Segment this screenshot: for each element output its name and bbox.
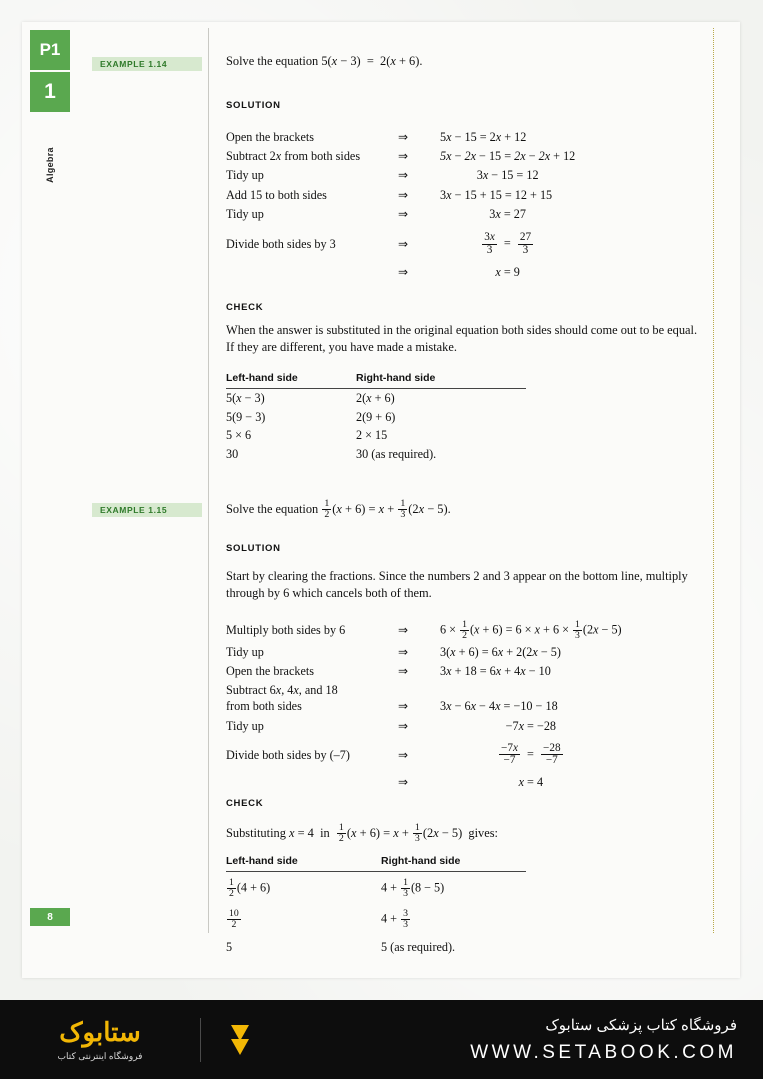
step-label: Open the brackets	[226, 664, 314, 679]
table-row	[226, 426, 526, 444]
step-math: 5x − 2x − 15 = 2x − 2x + 12	[440, 148, 576, 163]
step-row	[226, 258, 575, 282]
footer-persian-text: فروشگاه کتاب پزشکی ستابوک	[545, 1016, 737, 1034]
table-header-row	[226, 370, 526, 388]
step-math: 6 × $\frac{1}{2}$ (x + 6) = 6 × x + 6 × $\frac{1}{3}$ (2x − 5)	[440, 618, 622, 641]
prompt-math-1-14: 5(x − 3) = 2(x + 6).	[321, 54, 423, 68]
step-label	[226, 258, 398, 282]
step-label: Divide both sides by 3	[226, 237, 336, 252]
step-arrow: ⇒	[398, 265, 409, 280]
step-row	[226, 185, 575, 204]
step-label: Tidy up	[226, 718, 264, 733]
step-row	[226, 127, 575, 146]
column-header-left: Left-hand side	[226, 855, 298, 867]
step-row	[226, 736, 622, 769]
step-arrow: ⇒	[398, 645, 409, 659]
step-label: Divide both sides by (–7)	[226, 747, 350, 762]
cell-left: $\frac{1}{2}$ (4 + 6)	[229, 877, 271, 900]
steps-table-1-15	[226, 618, 622, 792]
step-row	[226, 681, 622, 716]
step-row	[226, 716, 622, 735]
step-arrow: ⇒	[398, 664, 409, 679]
solution-heading-1-14: SOLUTION	[226, 100, 281, 111]
cell-left: 5(x − 3)	[226, 391, 265, 406]
step-label: Open the brackets	[226, 129, 314, 144]
step-label: Tidy up	[226, 207, 264, 222]
step-math: $\frac{3x}{3}$ = $\frac{27}{3}$	[484, 231, 532, 257]
column-header-right: Right-hand side	[356, 372, 436, 384]
step-math: 3(x + 6) = 6x + 2(2x − 5)	[440, 645, 561, 659]
prompt-math-1-15: $\frac{1}{2}$ (x + 6) = x + $\frac{1}{3}$ (2x − 5).	[324, 498, 451, 521]
steps-table-1-14	[226, 127, 575, 282]
subject-label: Algebra	[45, 147, 55, 183]
step-arrow: ⇒	[398, 187, 409, 202]
cell-right: 30 (as required).	[356, 446, 437, 461]
cell-left: 30	[226, 446, 239, 461]
step-math: 5x − 15 = 2x + 12	[440, 129, 527, 144]
footer-website-url[interactable]: WWW.SETABOOK.COM	[470, 1041, 737, 1063]
cell-left: 5(9 − 3)	[226, 409, 266, 424]
step-arrow: ⇒	[398, 747, 409, 762]
step-row	[226, 146, 575, 165]
cell-right: 2(9 + 6)	[356, 409, 396, 424]
solution-heading-1-15: SOLUTION	[226, 543, 281, 554]
cell-right: 2(x + 6)	[356, 391, 395, 406]
paper-code-badge: P1	[30, 30, 70, 70]
brand-logo-text: ستابوک	[59, 1017, 141, 1047]
step-row	[226, 769, 622, 792]
chapter-number-badge: 1	[30, 72, 70, 112]
table-header-row	[226, 853, 526, 871]
prompt-text-1-14: Solve the equation	[226, 54, 322, 68]
cell-left: $\frac{10}{2}$	[229, 907, 239, 930]
column-rule-left	[208, 28, 209, 933]
table-row	[226, 389, 526, 407]
step-arrow: ⇒	[398, 207, 409, 222]
step-arrow: ⇒	[398, 718, 409, 733]
step-row	[226, 662, 622, 681]
check-text-1-15: Substituting x = 4 in $\frac{1}{2}$ (x + 6) = x + $\frac{1}{3}$ (2x − 5) gives:	[226, 822, 498, 845]
column-header-left: Left-hand side	[226, 372, 298, 384]
check-heading-1-14: CHECK	[226, 302, 264, 313]
step-label: Subtract 6x, 4x, and 18 from both sides	[226, 682, 338, 713]
chevron-mark-icon	[201, 1022, 279, 1058]
step-row	[226, 205, 575, 224]
example-tag-1-15: EXAMPLE 1.15	[92, 503, 202, 517]
step-arrow: ⇒	[398, 168, 409, 183]
footer-banner	[0, 1000, 763, 1079]
brand-logo-subtitle: فروشگاه اینترنتی کتاب	[57, 1051, 143, 1061]
step-arrow: ⇒	[398, 237, 409, 252]
step-math: 3x − 15 + 15 = 12 + 15	[440, 187, 553, 202]
check-text-1-14: When the answer is substituted in the original equation both sides should come out to be equal. If they are different, you have made a mistake.	[226, 323, 698, 354]
solution-steps-1-14	[226, 127, 698, 282]
cell-right: 4 + $\frac{1}{3}$ (8 − 5)	[381, 877, 445, 900]
table-row	[226, 408, 526, 426]
cell-right: 2 × 15	[356, 428, 388, 443]
step-math: $\frac{-7x}{-7}$ = $\frac{-28}{-7}$	[501, 741, 561, 767]
table-row	[226, 872, 526, 901]
step-row	[226, 224, 575, 258]
check-table-1-15	[226, 853, 698, 957]
verification-table-1-14	[226, 370, 526, 463]
prompt-text-1-15: Solve the equation	[226, 501, 322, 516]
solution-intro-1-15: Start by clearing the fractions. Since the numbers 2 and 3 appear on the bottom line, multiply through by 6 which cancels both of them.	[226, 569, 688, 600]
cell-left: 5 × 6	[226, 428, 252, 443]
step-math: 3x − 6x − 4x = −10 − 18	[440, 699, 558, 714]
cell-right: 5 (as required).	[381, 940, 456, 955]
step-row	[226, 618, 622, 643]
step-row	[226, 643, 622, 662]
step-math: 3x − 15 = 12	[476, 168, 539, 183]
column-header-right: Right-hand side	[381, 855, 461, 867]
example-1-15-prompt	[226, 499, 698, 521]
cell-right: 4 + $\frac{3}{3}$	[381, 907, 408, 930]
step-label: Tidy up	[226, 168, 264, 183]
check-heading-1-15: CHECK	[226, 798, 264, 809]
step-label	[226, 769, 398, 792]
step-math: −7x = −28	[505, 718, 557, 733]
step-math: x = 4	[518, 774, 544, 789]
example-tag-1-14: EXAMPLE 1.14	[92, 57, 202, 71]
step-arrow: ⇒	[398, 623, 409, 638]
step-math: 3x = 27	[489, 207, 526, 222]
page-number-badge: 8	[30, 908, 70, 926]
verification-table-1-15	[226, 853, 526, 957]
table-row	[226, 931, 526, 956]
table-row	[226, 445, 526, 463]
table-row	[226, 901, 526, 932]
step-row	[226, 166, 575, 185]
step-label: Multiply both sides by 6	[226, 623, 346, 638]
solution-steps-1-15	[226, 618, 698, 792]
step-arrow: ⇒	[398, 148, 409, 163]
check-table-1-14	[226, 370, 698, 463]
footer-logo-block	[0, 1017, 200, 1062]
column-rule-right-dotted	[713, 28, 714, 933]
cell-left: 5	[226, 940, 233, 955]
step-math: x = 9	[495, 265, 520, 280]
example-1-14-prompt	[226, 53, 698, 70]
step-arrow: ⇒	[398, 774, 409, 789]
step-math: 3x + 18 = 6x + 4x − 10	[440, 664, 551, 679]
step-label: Add 15 to both sides	[226, 187, 327, 202]
footer-text-block	[279, 1016, 763, 1064]
step-arrow: ⇒	[398, 129, 409, 144]
step-label: Subtract 2x from both sides	[226, 148, 361, 163]
step-arrow: ⇒	[398, 699, 409, 714]
step-label: Tidy up	[226, 645, 264, 659]
